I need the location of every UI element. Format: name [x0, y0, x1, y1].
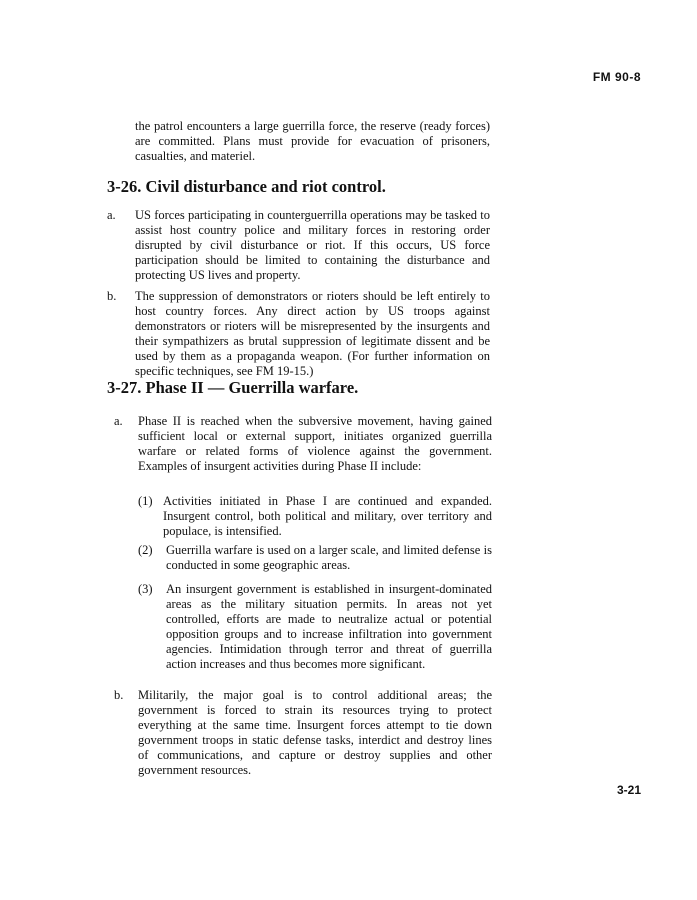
section-heading-3-27: 3-27. Phase II — Guerrilla warfare.: [107, 378, 359, 397]
item-label: a.: [107, 208, 116, 222]
item-label: a.: [114, 414, 123, 428]
continuation-paragraph: the patrol encounters a large guerrilla force, the reserve (ready forces) are committed. Plans must provide for evacuation of prisoners, casualties, and materiel.: [135, 119, 490, 163]
item-text: Phase II is reached when the subversive movement, having gained sufficient local or external support, initiates organized guerrilla warfare or related forms of violence against the government. Examples of insurgent activities during Phase II include:: [138, 414, 492, 473]
subitem-label: (1): [138, 494, 153, 508]
item-label: b.: [107, 289, 117, 303]
item-text: The suppression of demonstrators or rioters should be left entirely to host country forces. Any direct action by US troops against demonstrators or rioters will be misrepresented by the insurgents and their sympathizers as brutal suppression of legitimate dissent and be used by them as a propaganda weapon. (For further information on specific techniques, see FM 19-15.): [135, 289, 490, 378]
page-header-doc-id: FM 90-8: [592, 70, 641, 84]
item-text: Militarily, the major goal is to control additional areas; the government is forced to strain its resources trying to protect everything at the same time. Insurgent forces attempt to tie down government troops in static defense tasks, interdict and destroy lines of communications, and capture or destroy supplies and other government resources.: [138, 688, 492, 777]
subitem-label: (3): [138, 582, 153, 596]
subitem-text: Guerrilla warfare is used on a larger scale, and limited defense is conducted in some geographic areas.: [166, 543, 492, 572]
subitem-text: Activities initiated in Phase I are continued and expanded. Insurgent control, both political and military, over territory and populace, is intensified.: [163, 494, 492, 538]
subitem-text: An insurgent government is established in insurgent-dominated areas as the military situation permits. In areas not yet controlled, efforts are made to neutralize actual or potential opposition groups and to increase infiltration into government agencies. Intimidation through terror and threat of guerrilla action increases and thus becomes more significant.: [166, 582, 492, 671]
subitem-label: (2): [138, 543, 153, 557]
item-text: US forces participating in counterguerrilla operations may be tasked to assist host country police and military forces in restoring order disrupted by civil disturbance or riot. If this occurs, US force participation should be limited to containing the disturbance and protecting US lives and property.: [135, 208, 490, 282]
section-heading-3-26: 3-26. Civil disturbance and riot control.: [107, 177, 386, 196]
page-number: 3-21: [616, 783, 641, 797]
item-label: b.: [114, 688, 124, 702]
